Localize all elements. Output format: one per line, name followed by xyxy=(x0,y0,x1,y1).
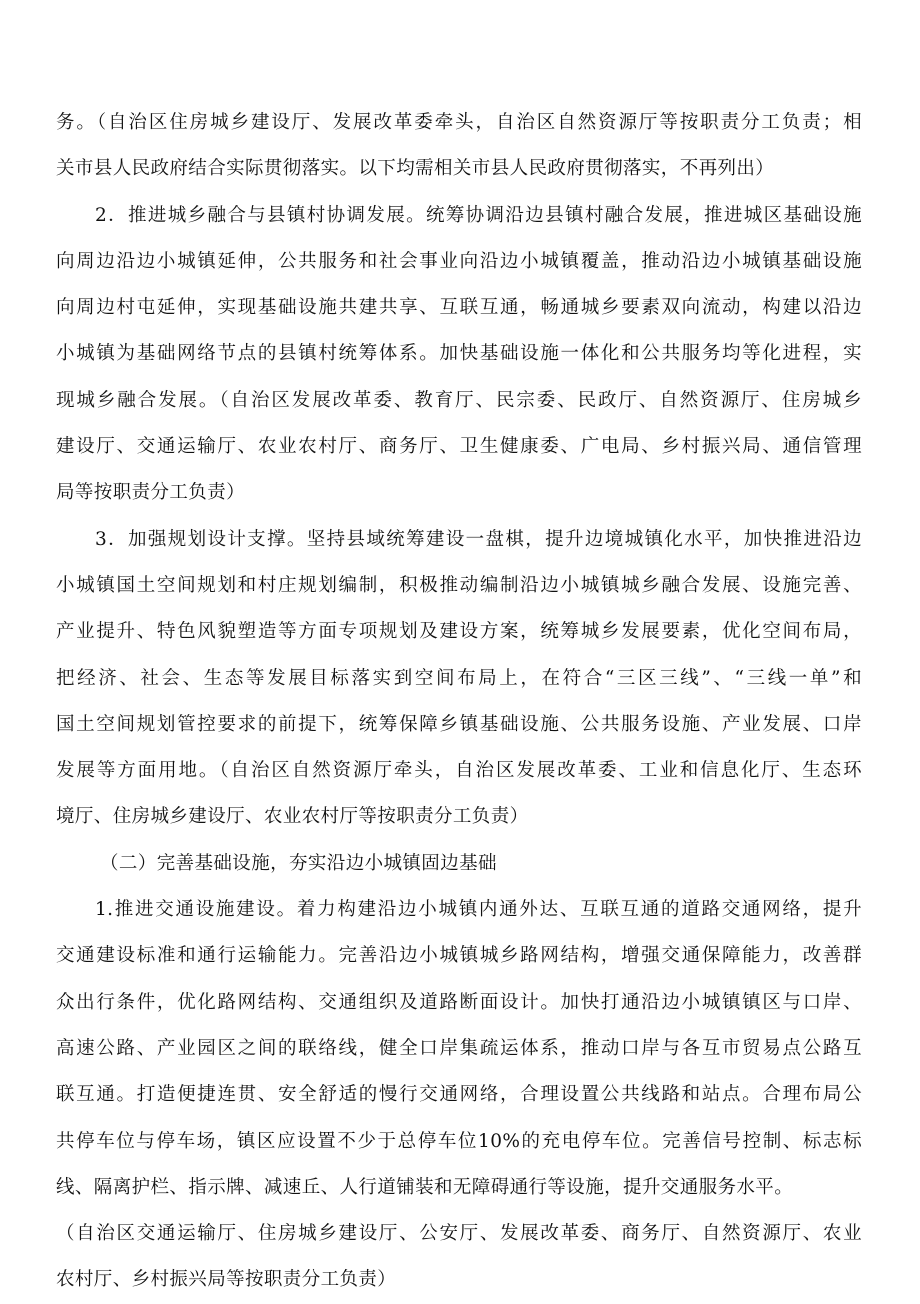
paragraph-start: 2．推进城乡融合与县镇村协调发展。统筹协调沿边县镇村融合发展，推进城区基础设施 xyxy=(95,204,862,226)
document-page xyxy=(56,100,862,1304)
text-line: 局等按职责分工负责） xyxy=(56,482,246,504)
text-line: 线、隔离护栏、指示牌、减速丘、人行道铺装和无障碍通行等设施，提升交通服务水平。 xyxy=(56,1176,794,1198)
paragraph-start: 1.推进交通设施建设。着力构建沿边小城镇内通外达、互联互通的道路交通网络，提升 xyxy=(95,899,862,921)
text-line: 现城乡融合发展。（自治区发展改革委、教育厅、民宗委、民政厅、自然资源厅、住房城乡 xyxy=(56,389,862,411)
text-line: 共停车位与停车场，镇区应设置不少于总停车位10%的充电停车位。完善信号控制、标志标 xyxy=(56,1130,862,1152)
text-line: 向周边沿边小城镇延伸，公共服务和社会事业向沿边小城镇覆盖，推动沿边小城镇基础设施 xyxy=(56,250,862,272)
text-line: 建设厅、交通运输厅、农业农村厅、商务厅、卫生健康委、广电局、乡村振兴局、通信管理 xyxy=(56,436,862,458)
text-line: 国土空间规划管控要求的前提下，统筹保障乡镇基础设施、公共服务设施、产业发展、口岸 xyxy=(56,713,862,735)
text-line: 把经济、社会、生态等发展目标落实到空间布局上，在符合“三区三线”、“三线一单”和 xyxy=(56,667,862,689)
text-line: 小城镇为基础网络节点的县镇村统筹体系。加快基础设施一体化和公共服务均等化进程，实 xyxy=(56,343,862,365)
text-line: 高速公路、产业园区之间的联络线，健全口岸集疏运体系，推动口岸与各互市贸易点公路互 xyxy=(56,1037,862,1059)
text-line: 务。（自治区住房城乡建设厅、发展改革委牵头，自治区自然资源厅等按职责分工负责；相 xyxy=(56,112,862,133)
text-line: （自治区交通运输厅、住房城乡建设厅、公安厅、发展改革委、商务厅、自然资源厅、农业 xyxy=(56,1223,862,1245)
text-line: 发展等方面用地。（自治区自然资源厅牵头，自治区发展改革委、工业和信息化厅、生态环 xyxy=(56,760,862,782)
section-heading: （二）完善基础设施，夯实沿边小城镇固边基础 xyxy=(100,852,497,874)
text-line: 交通建设标准和通行运输能力。完善沿边小城镇城乡路网结构，增强交通保障能力，改善群 xyxy=(56,945,862,967)
text-line: 联互通。打造便捷连贯、安全舒适的慢行交通网络，合理设置公共线路和站点。合理布局公 xyxy=(56,1084,862,1106)
paragraph-start: 3．加强规划设计支撑。坚持县域统筹建设一盘棋，提升边境城镇化水平，加快推进沿边 xyxy=(95,528,862,550)
text-line: 小城镇国土空间规划和村庄规划编制，积极推动编制沿边小城镇城乡融合发展、设施完善、 xyxy=(56,574,862,596)
text-line: 农村厅、乡村振兴局等按职责分工负责） xyxy=(56,1269,397,1291)
text-line: 产业提升、特色风貌塑造等方面专项规划及建设方案，统筹城乡发展要素，优化空间布局， xyxy=(56,621,862,643)
text-line: 境厅、住房城乡建设厅、农业农村厅等按职责分工负责） xyxy=(56,806,529,828)
text-line: 向周边村屯延伸，实现基础设施共建共享、互联互通，畅通城乡要素双向流动，构建以沿边 xyxy=(56,297,862,319)
text-line: 关市县人民政府结合实际贯彻落实。以下均需相关市县人民政府贯彻落实，不再列出） xyxy=(56,158,775,180)
text-line: 众出行条件，优化路网结构、交通组织及道路断面设计。加快打通沿边小城镇镇区与口岸、 xyxy=(56,991,862,1013)
